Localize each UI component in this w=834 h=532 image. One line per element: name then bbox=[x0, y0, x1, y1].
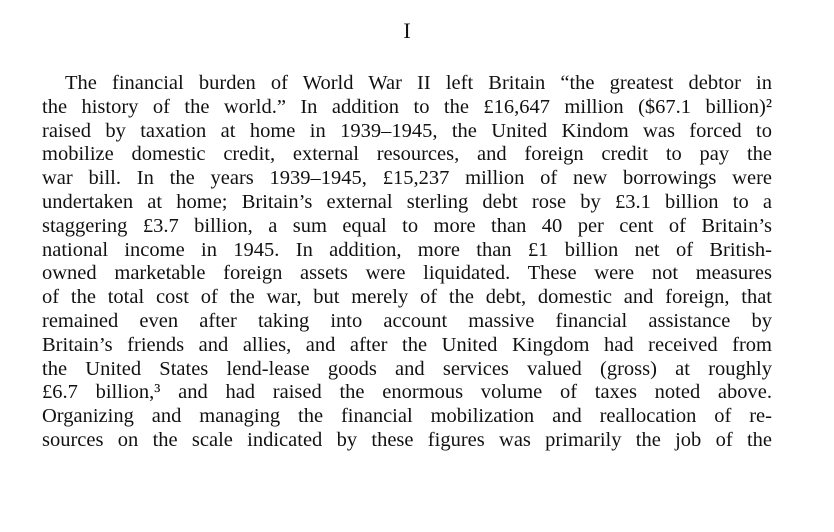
paragraph-line-11: remained even after taking into account massive financial assistance by bbox=[42, 309, 772, 332]
paragraph-line-4: mobilize domestic credit, external resources, and foreign credit to pay the bbox=[42, 143, 772, 166]
paragraph-line-15: Organizing and managing the financial mobilization and reallocation of re- bbox=[42, 405, 772, 428]
paragraph-line-9: owned marketable foreign assets were liquidated. These were not measures bbox=[42, 262, 772, 285]
paragraph-line-1: The financial burden of World War II left Britain “the greatest debtor in bbox=[65, 72, 772, 94]
paragraph-line-6: undertaken at home; Britain’s external sterling debt rose by £3.1 billion to a bbox=[42, 190, 772, 213]
paragraph-line-14: £6.7 billion,³ and had raised the enormous volume of taxes noted above. bbox=[42, 381, 772, 404]
paragraph-line-2: the history of the world.” In addition to the £16,647 million ($67.1 billion)² bbox=[42, 95, 772, 118]
section-number: I bbox=[403, 18, 411, 43]
paragraph-line-13: the United States lend-lease goods and services valued (gross) at roughly bbox=[42, 357, 772, 380]
paragraph-line-8: national income in 1945. In addition, more than £1 billion net of British- bbox=[42, 238, 772, 261]
paragraph-line-16: sources on the scale indicated by these figures was primarily the job of the bbox=[42, 428, 772, 451]
paragraph-line-10: of the total cost of the war, but merely of the debt, domestic and foreign, that bbox=[42, 286, 772, 309]
paragraph-line-12: Britain’s friends and allies, and after the United Kingdom had received from bbox=[42, 333, 772, 356]
paragraph-line-3: raised by taxation at home in 1939–1945, the United Kindom was forced to bbox=[42, 119, 772, 142]
paragraph-line-5: war bill. In the years 1939–1945, £15,237 million of new borrowings were bbox=[42, 167, 772, 190]
body-paragraph bbox=[42, 72, 772, 453]
paragraph-line-7: staggering £3.7 billion, a sum equal to more than 40 per cent of Britain’s bbox=[42, 214, 772, 237]
